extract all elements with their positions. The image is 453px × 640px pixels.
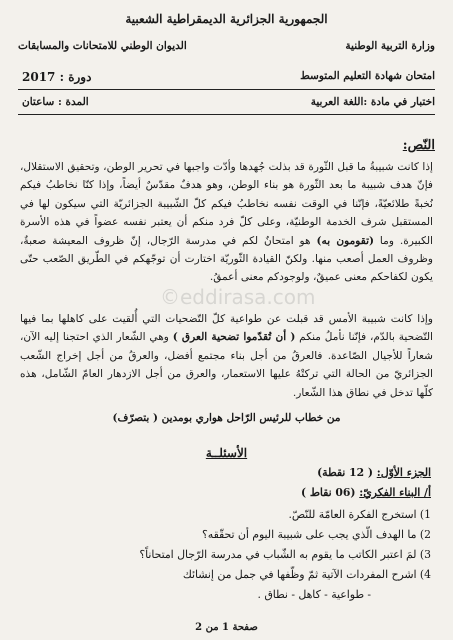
republic-title: الجمهورية الجزائرية الديمقراطية الشعبية	[125, 12, 328, 26]
vocabulary-words: - طواعية - كاهل - نطاق .	[257, 588, 371, 601]
duration-label: المدة : ساعتان	[22, 96, 89, 108]
subject-label: اختبار في مادة :اللغة العربية	[310, 96, 435, 108]
watermark: ©eddirasa.com	[160, 285, 316, 309]
text-title: النّص:	[402, 138, 435, 153]
paragraph-2-start: وإذا كانت شبيبة الأمس قد قبلت عن طواعية كلّ التّضحيات التي أُلقيت على كاهلها بما فيها التّضحية بالدّم، فإنّنا نأملُ منكم	[20, 313, 433, 344]
paragraph-1-end: هو امتحانٌ لكم في مدرسة الرّجال، إنّ ظروف المعيشة صعبةٌ، وظروف العمل أصعب منها. ولكنّ القيادة الثّوريّة اختارت أن توجّهكم في الطّريق الصّعب حتّى يكون لكفاحكم معنى عميقٌ، ولوجودكم معنى أعمقُ.	[20, 234, 433, 284]
part-label: الجزء الأوّل:	[376, 466, 431, 479]
part-one-heading	[317, 466, 431, 479]
paragraph-2-emphasis: ( أن تُقدّموا تضحية العرق )	[172, 331, 296, 344]
part-points: ( 12 نقطة)	[317, 466, 373, 479]
question-3: 3) لمَ اعتبر الكاتب ما يقوم به الشّباب في مدرسة الرّجال امتحاناً؟	[139, 548, 431, 561]
text-source: من خطاب للرئيس الرّاحل هواري بومدين ( بتصرّف)	[112, 412, 341, 424]
questions-title: الأسئلــة	[205, 446, 248, 460]
text-paragraph-2	[20, 310, 433, 402]
section-points: (06 نقاط )	[300, 486, 356, 499]
question-2: 2) ما الهدف الّذي يجب على شبيبة اليوم أن تحقّقه؟	[202, 528, 431, 541]
section-label: أ/ البناء الفكريّ:	[359, 486, 431, 499]
section-heading	[301, 486, 431, 499]
header-divider-top	[18, 89, 435, 90]
text-paragraph-1	[20, 158, 433, 287]
paragraph-1-emphasis: (تقومون به)	[316, 234, 375, 247]
paragraph-2-end: وهي الشّعار الذي احتجنا إليه الآن، شعاراً للأجيال الصّاعدة. فالعرقُ من أجل بناء مجتمع أفضل، والعرقُ من أجل إخراج الشّعب الجزائريّ من الحالة التي تركتْهُ عليها الاستعمار، والعرق من أجل الازدهار العامّ الشّامل، هذه كلّها تدخل في نطاق هذا الشّعار.	[20, 331, 433, 399]
question-4: 4) اشرح المفردات الآتية ثمّ وظّفها في جمل من إنشائك	[182, 568, 431, 581]
office-label: الديوان الوطني للامتحانات والمسابقات	[18, 40, 187, 52]
session-label: دورة : 2017	[22, 70, 92, 84]
paragraph-1-start: إذا كانت شبيبةُ ما قبل الثّورة قد بذلت جُهدها وأدّت واجبها في تحرير الوطن، وتحقيق الاستقلال، فإنّ هدف شبيبة ما بعد الثّورة هو بناء الوطن، وهو هدفٌ مقدّسٌ أيضاً، وإذا كنّا نخاطبُ فيكم نُخبةً طلائعيّةً، فإنّنا في الوقت نفسه نخاطبُ فيكم كلّ الشّبيبة الجزائريّة التي سيكون لها في المستقبل شرف الخدمة الوطنيّة، وعلى كلّ فرد منكم أن يعتبر نفسه عضواً في هذه الأسرة الكبيرة. وما	[20, 161, 433, 247]
exam-label: امتحان شهادة التعليم المتوسط	[300, 70, 435, 82]
ministry-label: وزارة التربية الوطنية	[345, 40, 435, 52]
page-footer: صفحة 1 من 2	[195, 622, 258, 633]
header-divider-bottom	[18, 114, 435, 115]
question-1: 1) استخرج الفكرة العامّة للنّصّ.	[288, 508, 431, 521]
